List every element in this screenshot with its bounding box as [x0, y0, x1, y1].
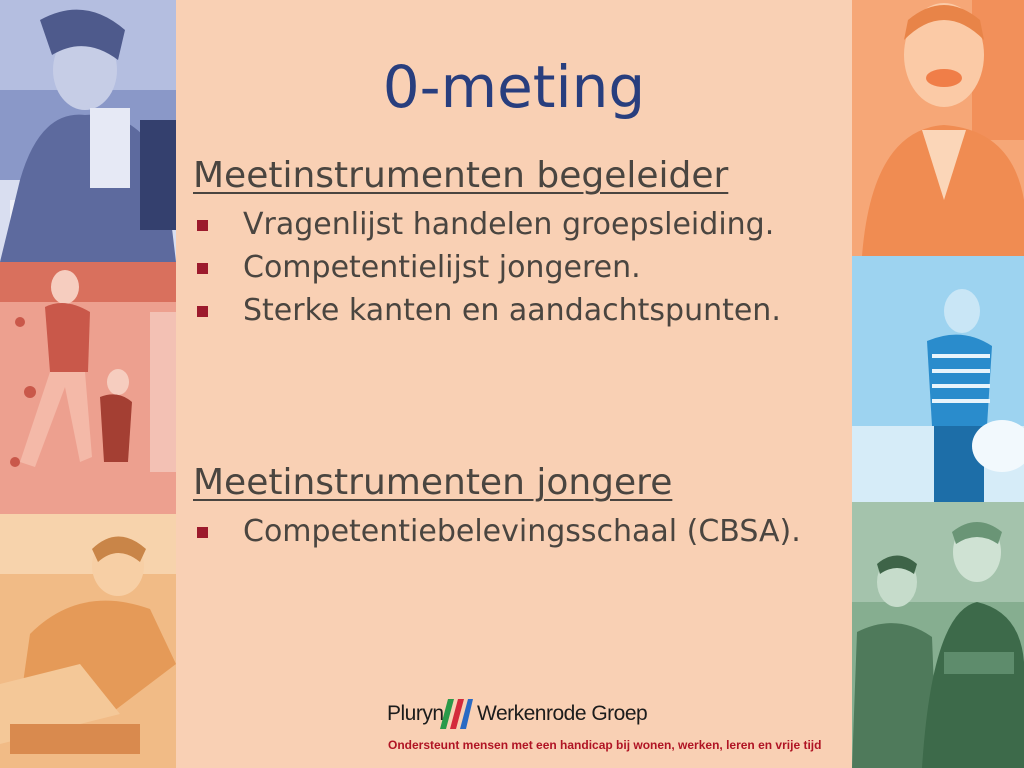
bullet-list-jongere — [193, 513, 813, 556]
section-heading-jongere: Meetinstrumenten jongere — [193, 462, 673, 503]
list-item — [193, 292, 813, 329]
footer-tagline: Ondersteunt mensen met een handicap bij wonen, werken, leren en vrije tijd — [388, 738, 822, 752]
section-heading-begeleider: Meetinstrumenten begeleider — [193, 155, 729, 196]
list-item — [193, 513, 813, 550]
list-item — [193, 249, 813, 286]
bullet-list-begeleider — [193, 206, 813, 335]
square-bullet-icon — [197, 306, 208, 317]
list-item-text: Competentiebelevingsschaal (CBSA). — [243, 514, 801, 549]
photo-red-climbing-wall — [0, 262, 176, 514]
logo-text-werkenrode: Werkenrode Groep — [477, 702, 648, 725]
square-bullet-icon — [197, 527, 208, 538]
pluryn-werkenrode-logo — [387, 694, 648, 734]
square-bullet-icon — [197, 263, 208, 274]
photo-orange-youth-lying — [0, 514, 176, 768]
list-item-text: Vragenlijst handelen groepsleiding. — [243, 207, 775, 242]
photo-orange-smiling-man — [852, 0, 1024, 256]
list-item-text: Competentielijst jongeren. — [243, 250, 641, 285]
slide-content — [176, 0, 852, 768]
list-item-text: Sterke kanten en aandachtspunten. — [243, 293, 781, 328]
logo-text-pluryn: Pluryn — [387, 702, 444, 725]
photo-green-two-boys — [852, 502, 1024, 768]
square-bullet-icon — [197, 220, 208, 231]
slide-title: 0-meting — [382, 53, 646, 121]
photo-cyan-man-striped-shirt — [852, 256, 1024, 502]
photo-blue-youth-eating — [0, 0, 176, 262]
logo-mark-icon — [438, 695, 474, 731]
list-item — [193, 206, 813, 243]
